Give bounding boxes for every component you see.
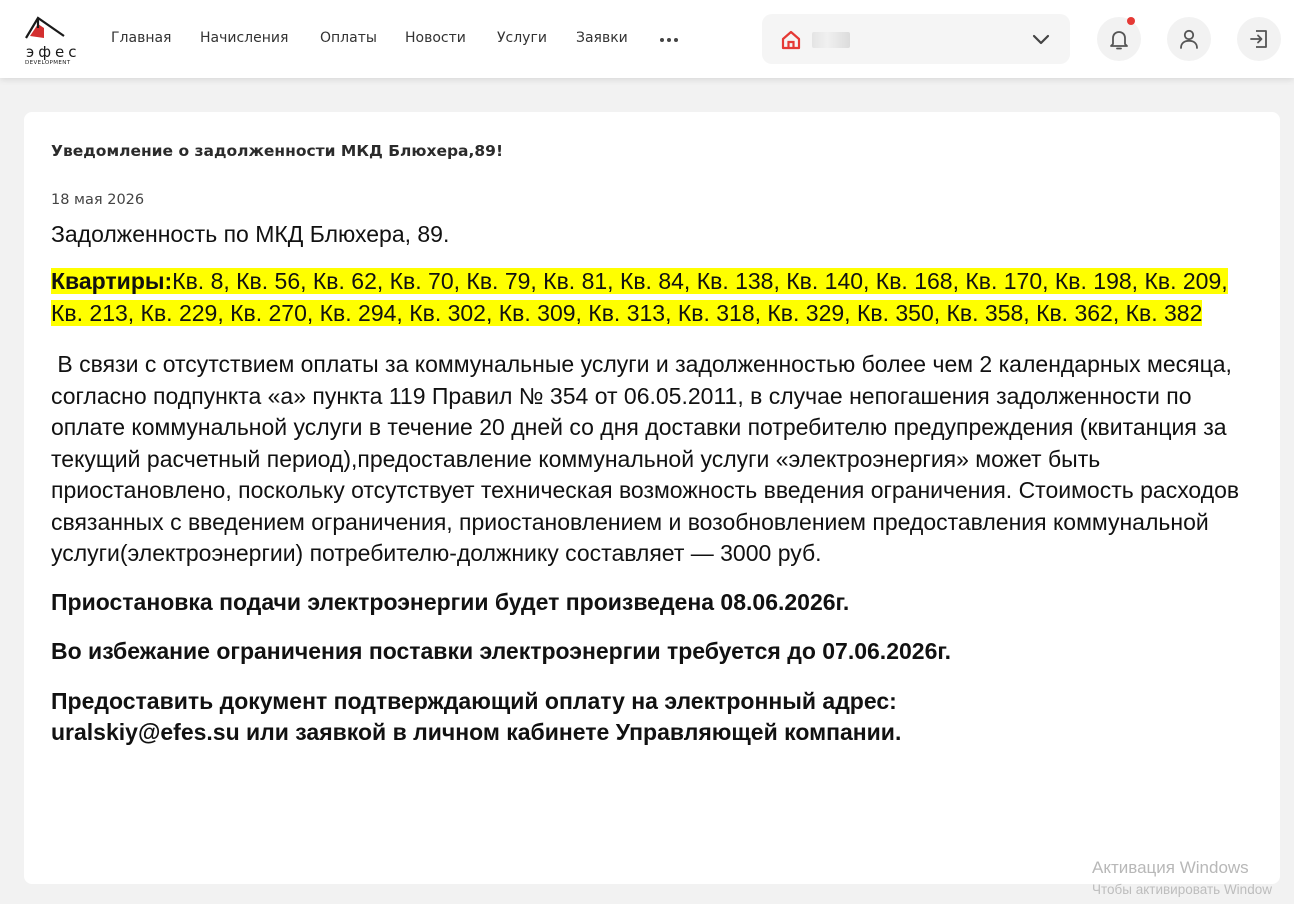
- logout-button[interactable]: [1237, 17, 1281, 61]
- home-icon: [780, 29, 802, 51]
- nav-item-charges[interactable]: Начисления: [200, 30, 289, 46]
- provide-document-text: [51, 686, 1241, 749]
- apartments-values: Кв. 8, Кв. 56, Кв. 62, Кв. 70, Кв. 79, Кв. 81, Кв. 84, Кв. 138, Кв. 140, Кв. 168, Кв. 170, Кв. 198, Кв. 209, Кв. 213, Кв. 229, Кв. 270, Кв. 294, Кв. 302, Кв. 309, Кв. 313, Кв. 318, Кв. 329, Кв. 350, Кв. 358, Кв. 362, Кв. 382: [51, 268, 1228, 326]
- bell-icon: [1107, 27, 1131, 51]
- provide-document-line1: Предоставить документ подтверждающий оплату на электронный адрес:: [51, 687, 897, 714]
- nav-item-home[interactable]: Главная: [111, 30, 172, 46]
- nav-item-news[interactable]: Новости: [405, 30, 466, 46]
- top-navigation-bar: [0, 0, 1294, 78]
- efes-logo[interactable]: [24, 14, 88, 68]
- windows-activation-title: Активация Windows: [1092, 858, 1249, 877]
- nav-item-services[interactable]: Услуги: [497, 30, 547, 46]
- provide-document-line2: uralskiy@efes.su или заявкой в личном кабинете Управляющей компании.: [51, 719, 902, 745]
- profile-button[interactable]: [1167, 17, 1211, 61]
- windows-activation-subtitle: Чтобы активировать Window: [1092, 882, 1272, 897]
- suspension-date-text: Приостановка подачи электроэнергии будет произведена 08.06.2026г.: [51, 588, 850, 615]
- logo-subtitle: DEVELOPMENT: [25, 60, 71, 66]
- notice-paragraph: В связи с отсутствием оплаты за коммунальные услуги и задолженностью более чем 2 календарных месяца, согласно подпункта «а» пункта 119 Правил № 354 от 06.05.2011, в случае непогашения задолженности по оплате коммунальной услуги в течение 20 дней со дня доставки потребителю предупреждения (квитанция за текущий расчетный период),предоставление коммунальной услуги «электроэнергия» может быть приостановлено, поскольку отсутствует техническая возможность введения ограничения. Стоимость расходов связанных с введением ограничения, приостановлением и возобновлением предоставления коммунальной услуги(электроэнергии) потребителю-должнику составляет — 3000 руб.: [51, 351, 1246, 566]
- nav-item-requests[interactable]: Заявки: [576, 30, 628, 46]
- logout-icon: [1247, 27, 1271, 51]
- notice-date: 18 мая 2026: [51, 192, 145, 208]
- notice-heading: Задолженность по МКД Блюхера, 89.: [51, 221, 450, 247]
- notice-body: [51, 218, 1263, 767]
- more-horizontal-icon[interactable]: [660, 38, 680, 44]
- logo-roof-icon: [24, 14, 84, 44]
- apartments-label: Квартиры:: [51, 268, 173, 294]
- payment-deadline-text: Во избежание ограничения поставки электроэнергии требуется до 07.06.2026г.: [51, 638, 952, 664]
- user-icon: [1177, 27, 1201, 51]
- chevron-down-icon: [1032, 32, 1050, 46]
- logo-wordmark: эфес: [26, 43, 81, 61]
- notice-card: [24, 112, 1280, 884]
- unread-indicator: [1127, 17, 1135, 25]
- nav-item-payments[interactable]: Оплаты: [320, 30, 377, 46]
- address-select[interactable]: [762, 14, 1070, 64]
- notifications-button[interactable]: [1097, 17, 1141, 61]
- selected-address: [812, 32, 850, 48]
- apartments-list: [51, 266, 1261, 329]
- notice-title: Уведомление о задолженности МКД Блюхера,89!: [51, 142, 504, 160]
